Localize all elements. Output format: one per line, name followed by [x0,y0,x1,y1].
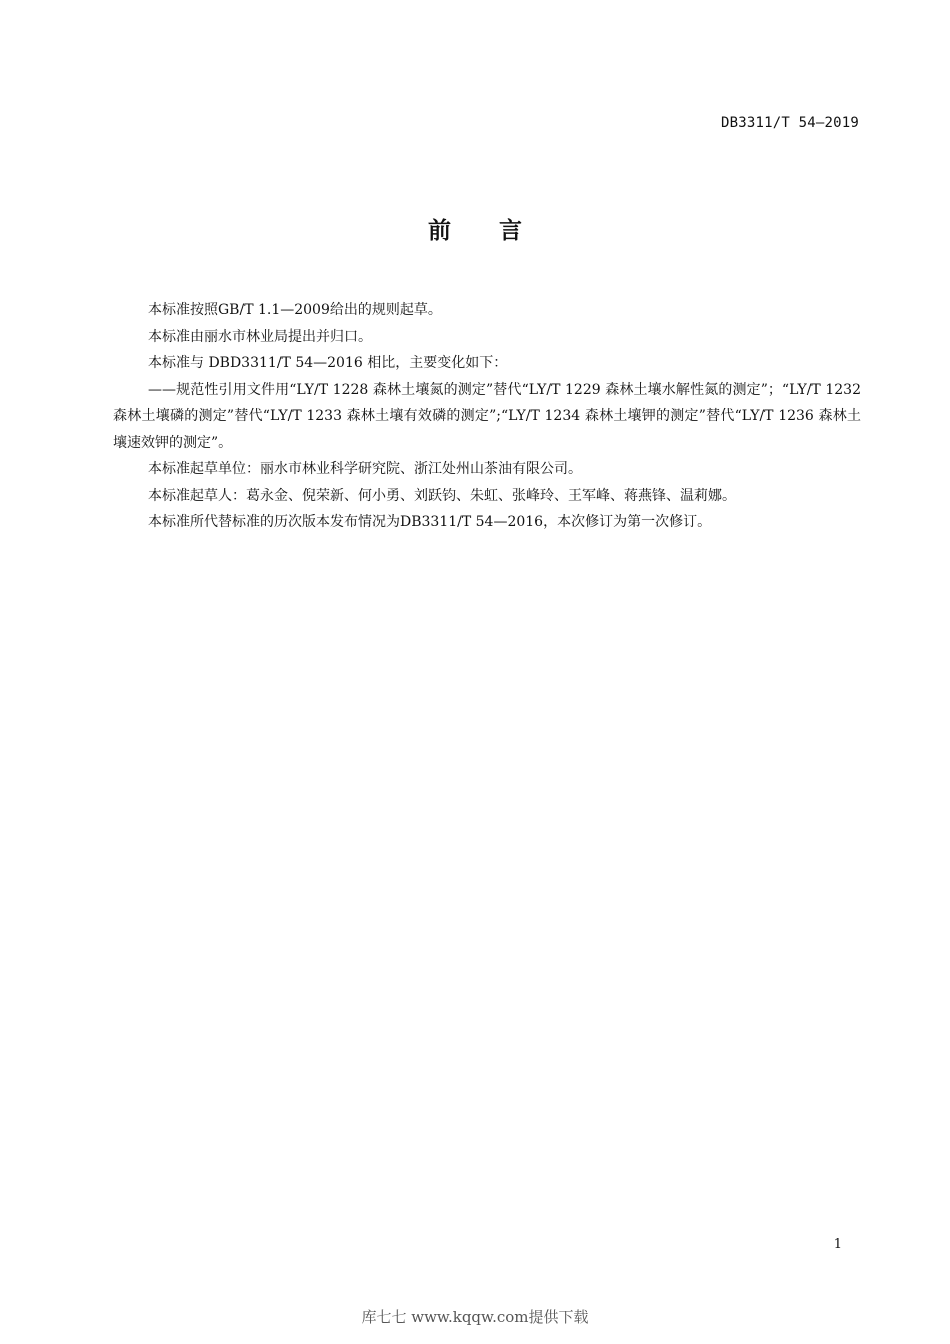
paragraph-proposer: 本标准由丽水市林业局提出并归口。 [148,328,372,345]
page-number: 1 [833,1237,842,1252]
paragraph-changes-intro: 本标准与 DBD3311/T 54—2016 相比，主要变化如下： [148,355,508,371]
download-watermark: 库七七 www.kqqw.com提供下载 [361,1308,589,1326]
paragraph-drafting-rules: 本标准按照GB/T 1.1—2009给出的规则起草。 [148,302,442,318]
foreword-body [113,297,861,536]
page-title-char-1: 前 [428,218,451,244]
page-title [0,212,950,245]
page-title-char-2: 言 [499,218,522,244]
paragraph-drafting-units: 本标准起草单位：丽水市林业科学研究院、浙江处州山茶油有限公司。 [148,461,582,477]
paragraph-change-item: ——规范性引用文件用“LY/T 1228 森林土壤氮的测定”替代“LY/T 1229 森林土壤水解性氮的测定”；“LY/T 1232 森林土壤磷的测定”替代“LY/T 1233 森林土壤有效磷的测定”;“LY/T 1234 森林土壤钾的测定”替代“LY/T 1236 森林土壤速效钾的测定”。 [113,381,861,451]
document-code: DB3311/T 54—2019 [720,115,859,131]
paragraph-version-history: 本标准所代替标准的历次版本发布情况为DB3311/T 54—2016，本次修订为第一次修订。 [148,514,712,530]
paragraph-drafters: 本标准起草人：葛永金、倪荣新、何小勇、刘跃钧、朱虹、张峰玲、王军峰、蒋燕锋、温莉娜。 [148,487,736,504]
